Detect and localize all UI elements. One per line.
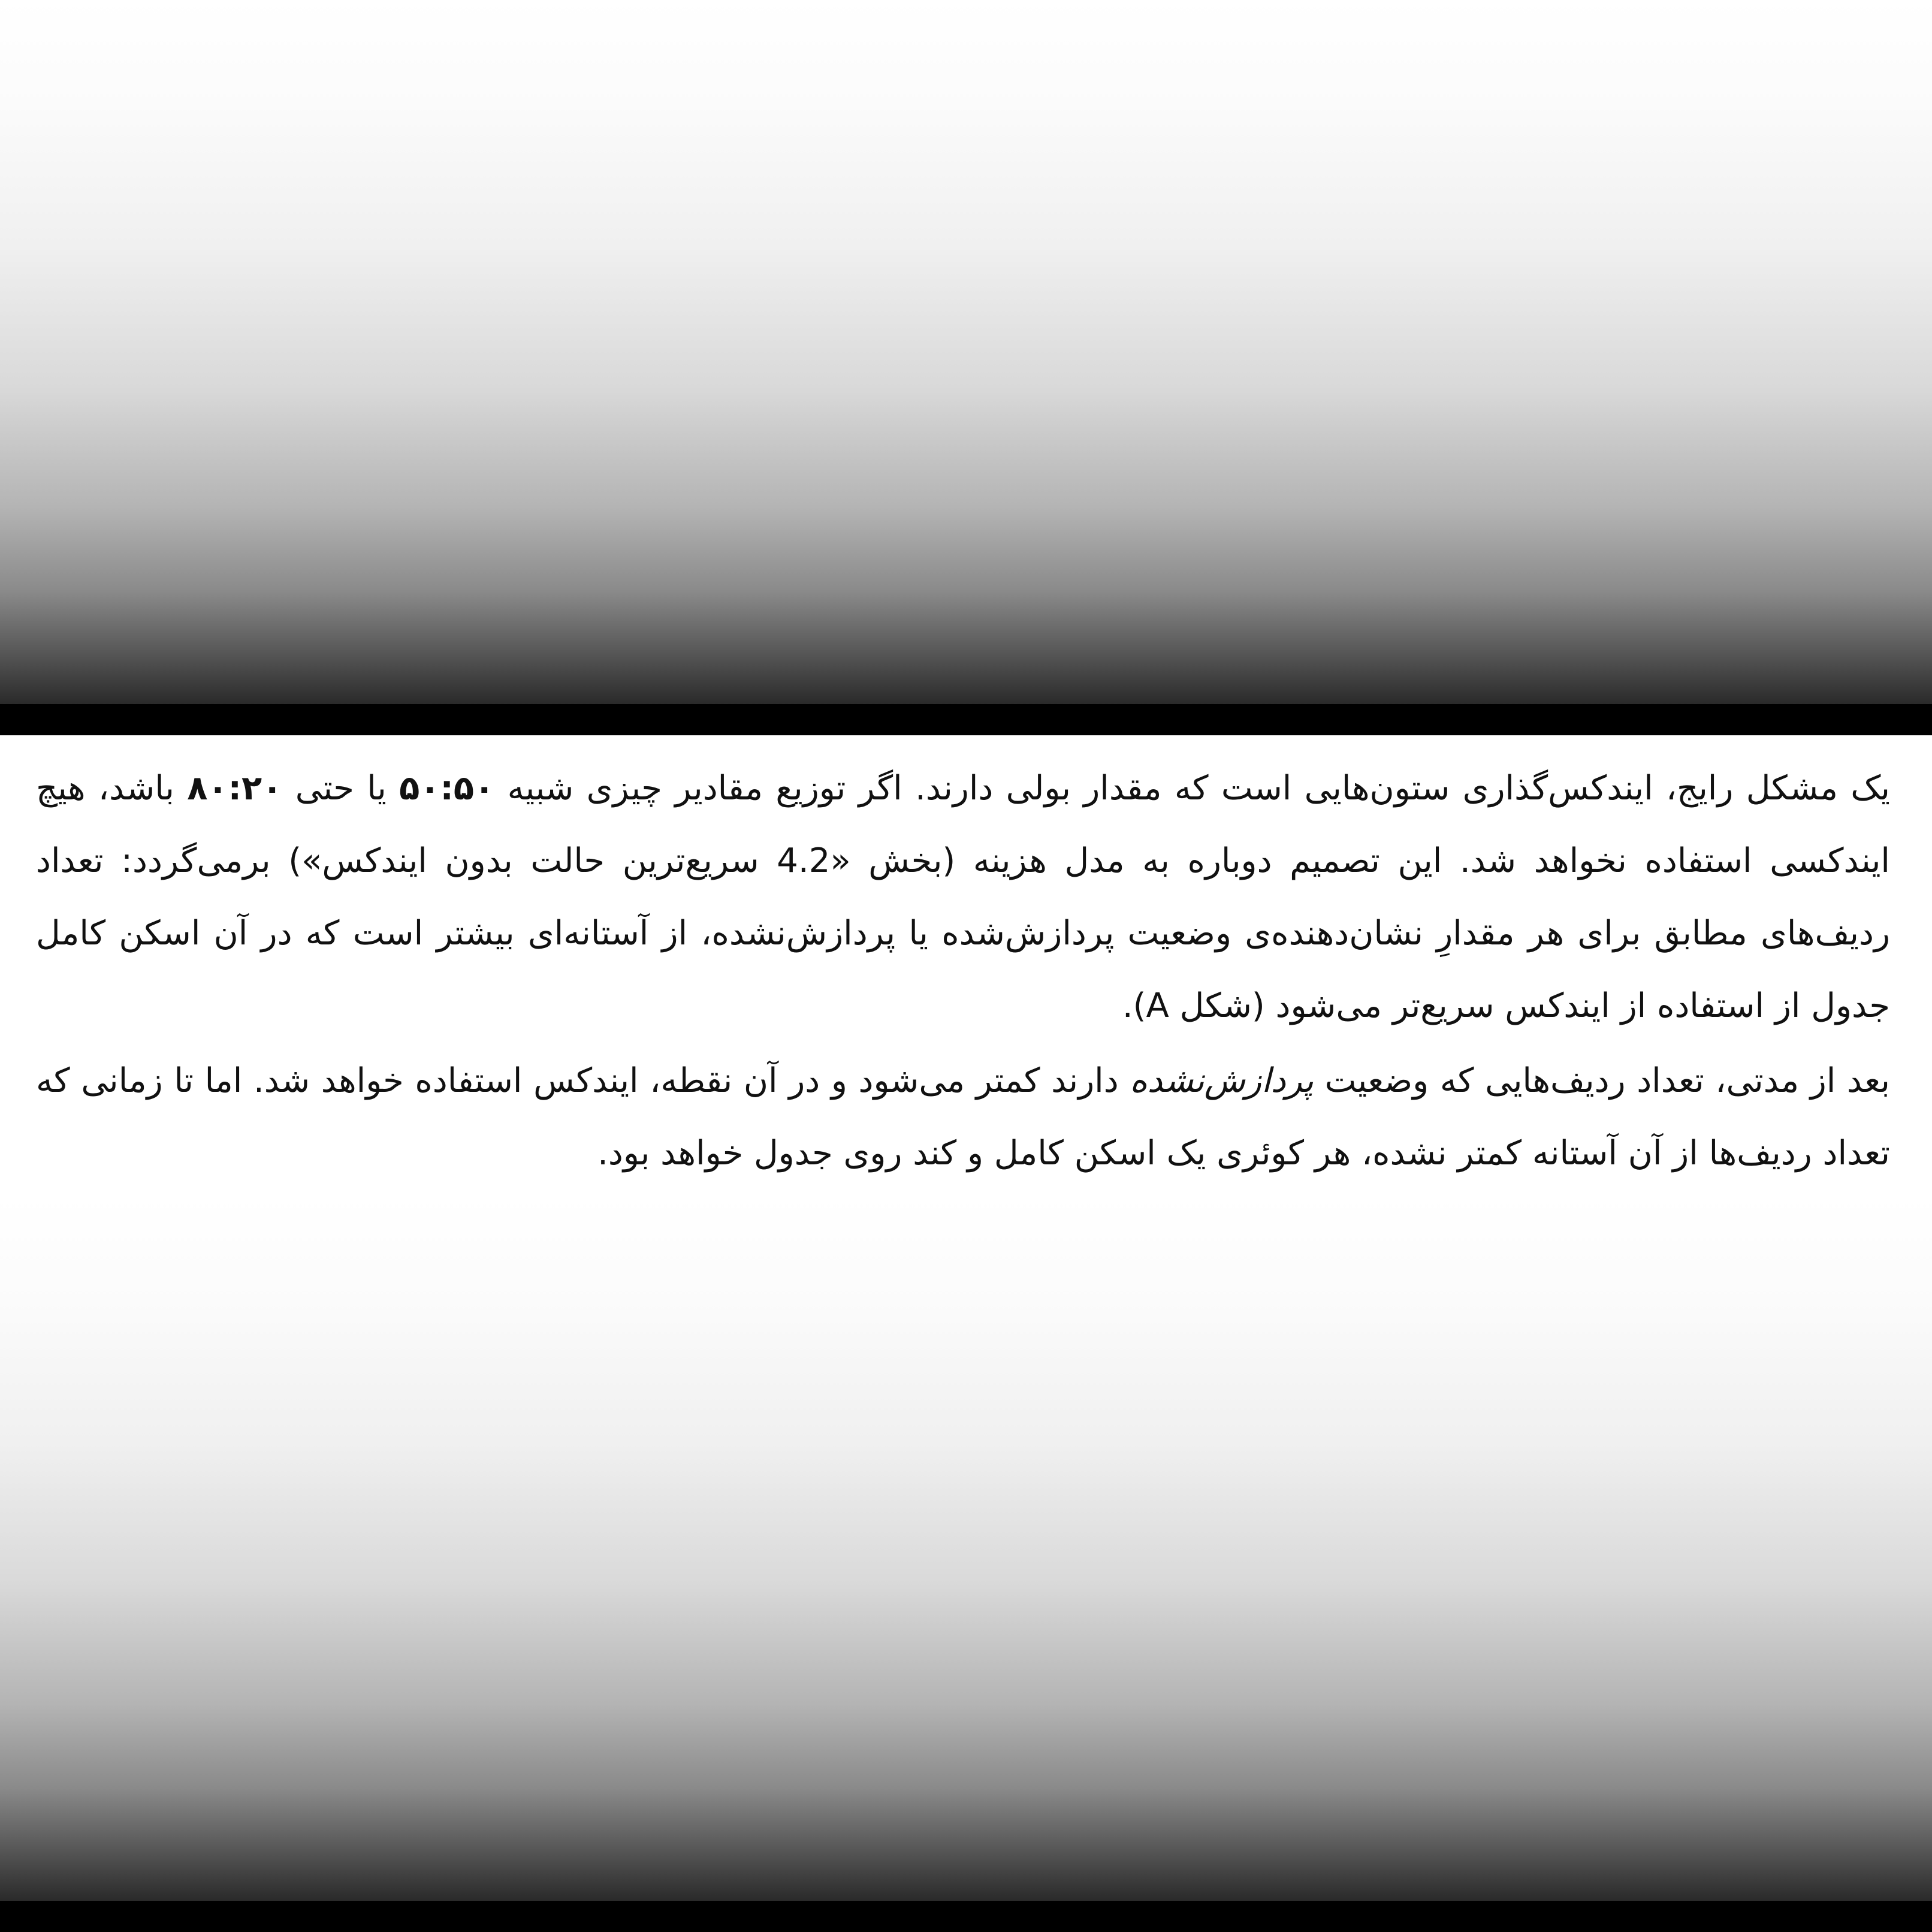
paragraph-1-text-b: یا حتی — [282, 769, 400, 808]
paragraph-2-text-b: دارند کمتر می‌شود و در آن نقطه، ایندکس استفاده خواهد شد. اما تا زمانی که تعداد ردیف‌ها از آن آستانه کمتر نشده، هر کوئری یک اسکن کامل و کند روی جدول خواهد بود. — [36, 1061, 1890, 1173]
ratio-50-50: ۵۰:۵۰ — [399, 769, 495, 808]
unprocessed-emphasis: پردازش‌نشده — [1130, 1061, 1314, 1100]
top-black-bar — [0, 704, 1932, 735]
bottom-black-bar — [0, 1901, 1932, 1932]
bottom-gradient-area — [0, 1197, 1932, 1901]
paragraph-2-text-a: بعد از مدتی، تعداد ردیف‌هایی که وضعیت — [1314, 1061, 1891, 1100]
paragraph-2 — [36, 1045, 1890, 1190]
paragraph-1-text-a: یک مشکل رایج، ایندکس‌گذاری ستون‌هایی است که مقدار بولی دارند. اگر توزیع مقادیر چیزی شبیه — [494, 769, 1890, 808]
paragraph-1 — [36, 752, 1890, 1042]
paragraph-1-text-c: باشد، هیچ ایندکسی استفاده نخواهد شد. این تصمیم دوباره به مدل هزینه (بخش «4.2 سریع‌ترین حالت بدون ایندکس») برمی‌گردد: تعداد ردیف‌های مطابق برای هر مقدارِ نشان‌دهنده‌ی وضعیت پردازش‌شده یا پردازش‌نشده، از آستانه‌ای بیشتر است که در آن اسکن کامل جدول از استفاده از ایندکس سریع‌تر می‌شود (شکل A). — [36, 769, 1890, 1025]
document-body — [36, 752, 1890, 1190]
ratio-80-20: ۸۰:۲۰ — [187, 769, 283, 808]
top-gradient-area — [0, 0, 1932, 704]
